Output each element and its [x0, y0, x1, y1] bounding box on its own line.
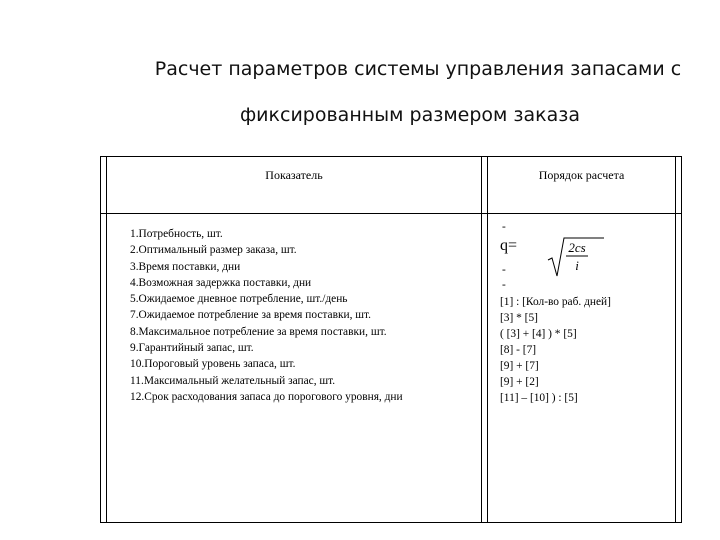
dash-mid-2: - — [502, 279, 506, 291]
dash-top: - — [502, 221, 506, 233]
table-border-bottom — [100, 522, 682, 523]
table-column-divider-1 — [481, 156, 482, 523]
list-item: 7.Ожидаемое потребление за время поставки, шт. — [130, 309, 372, 322]
list-item: 2.Оптимальный размер заказа, шт. — [130, 244, 297, 257]
table-border-right-outer — [681, 156, 682, 523]
list-item: 1.Потребность, шт. — [130, 228, 223, 240]
list-item: [1] : [Кол-во раб. дней] — [500, 296, 611, 308]
list-item: [9] + [2] — [500, 376, 539, 388]
formula-lhs: q= — [500, 237, 518, 254]
table-border-right-inner — [675, 156, 676, 523]
list-item: 4.Возможная задержка поставки, дни — [130, 276, 312, 289]
table-border-left-inner — [106, 156, 107, 523]
list-item: [8] - [7] — [500, 344, 537, 356]
table-header-divider — [100, 213, 682, 214]
list-item: 10.Пороговый уровень запаса, шт. — [130, 358, 296, 371]
list-item: 8.Максимальное потребление за время поставки, шт. — [130, 325, 387, 338]
table-column-divider-2 — [487, 156, 488, 523]
dash-mid-1: - — [502, 264, 506, 276]
page-title-line-1: Расчет параметров системы управления запасами с — [154, 58, 682, 80]
list-item: 3.Время поставки, дни — [130, 260, 241, 273]
header-calculation: Порядок расчета — [538, 168, 625, 182]
sqrt-fraction — [546, 234, 606, 278]
list-item: 11.Максимальный желательный запас, шт. — [130, 374, 336, 387]
list-item: [9] + [7] — [500, 360, 539, 372]
list-item: ( [3] + [4] ) * [5] — [500, 328, 577, 340]
list-item: 9.Гарантийный запас, шт. — [130, 342, 254, 355]
formula-numerator: 2cs — [568, 240, 586, 255]
list-item: 12.Срок расходования запаса до порогового уровня, дни — [130, 390, 403, 403]
calculation-list — [500, 294, 611, 406]
table-border-top — [100, 156, 682, 157]
table-border-left-outer — [100, 156, 101, 523]
list-item: [3] * [5] — [500, 312, 538, 324]
page-title-line-2: фиксированным размером заказа — [239, 104, 581, 126]
header-indicator: Показатель — [265, 168, 323, 182]
list-item: 5.Ожидаемое дневное потребление, шт./день — [130, 293, 348, 306]
indicator-list — [130, 226, 403, 405]
list-item: [11] – [10] ) : [5] — [500, 392, 578, 404]
formula-denominator: i — [575, 258, 579, 273]
